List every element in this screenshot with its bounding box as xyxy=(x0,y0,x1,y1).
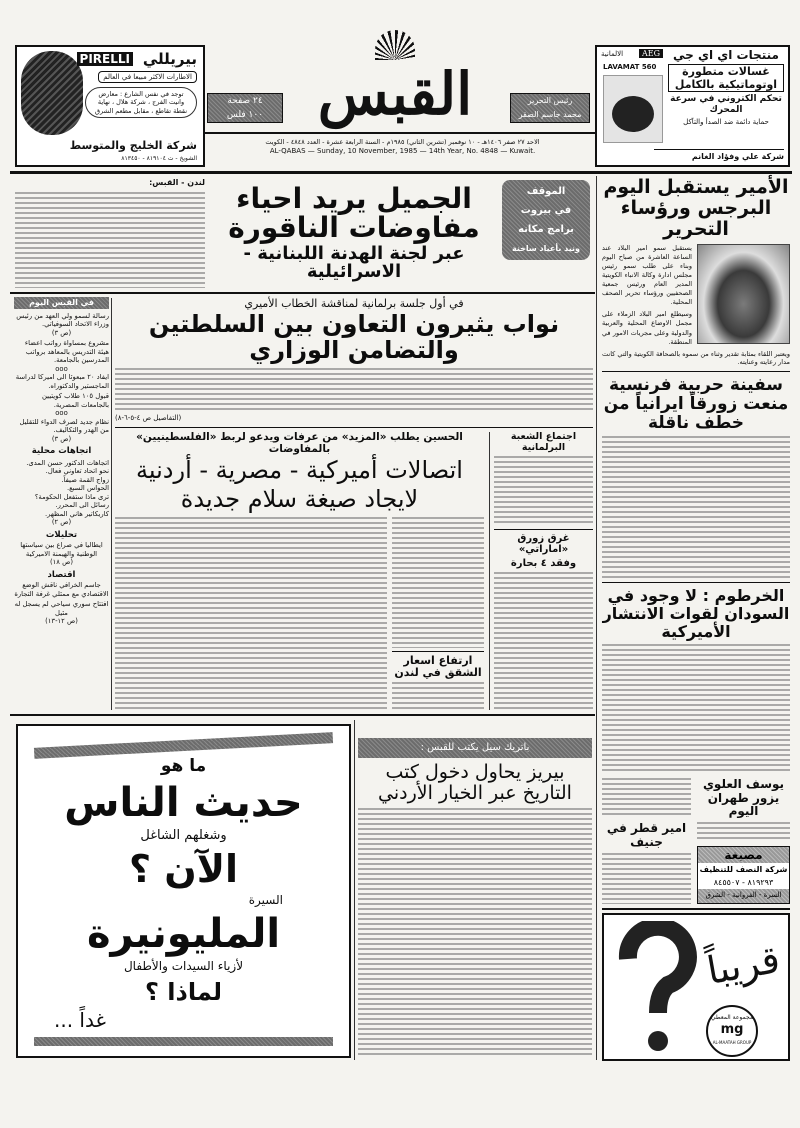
pages-count: ٢٤ صفحة xyxy=(227,96,263,106)
beirut-position-box xyxy=(502,180,590,260)
index-item[interactable]: رسالة لسمو ولي العهد من رئيس وزراء الاتحاد السوفياتي. xyxy=(16,312,109,329)
laundry-company: شركة النصف للتنظيف xyxy=(699,865,788,874)
parliament-continuation: (التفاصيل ص ٤-٥-٦-٨) xyxy=(115,413,182,422)
qatar-col xyxy=(602,778,691,904)
coming-soon-ad xyxy=(602,913,790,1061)
middle-section xyxy=(115,298,593,710)
seale-banner: باتريك سيل يكتب للقبس : xyxy=(358,738,592,758)
ad-line: المليونيرة xyxy=(86,910,281,957)
washing-machine-image xyxy=(603,75,663,143)
laundry-phones: ٨١٩٢٩٣ - ٨٤٥٥٠٧ xyxy=(698,876,789,889)
hussein-headline-2: لايجاد صيغة سلام جديدة xyxy=(180,484,419,513)
masthead-logo xyxy=(300,30,490,130)
pirelli-company: شركة الخليج والمتوسط xyxy=(69,139,197,152)
laundry-ad xyxy=(697,846,790,904)
box-line: ونيد بأعياد ساخنة xyxy=(511,244,581,253)
amir-para: وسيطلع امير البلاد الزملاء على مجمل الاوضاع المحلية والعربية والدولية وعلى مجريات الامور في المنطقة. xyxy=(602,310,692,346)
index-item[interactable]: كاريكاتير هاني المظهر. xyxy=(44,509,109,518)
london-prices-body-text xyxy=(392,682,484,710)
alawi-body-text xyxy=(697,822,790,842)
washer-door-icon xyxy=(612,96,654,132)
ad-line: السيرة xyxy=(248,893,283,908)
pages-price-box xyxy=(207,93,283,123)
aeg-headline: منتجات اي اي جي xyxy=(673,48,779,62)
box-line: الموقف xyxy=(526,186,566,197)
dateline-english: AL-QABAS — Sunday, 10 November, 1985 — 14th Year, No. 4848 — Kuwait. xyxy=(269,147,536,155)
amir-headline: الأمير يستقبل اليوم البرجس ورؤساء التحرير xyxy=(603,176,789,240)
rule xyxy=(115,427,593,428)
editor-box xyxy=(510,93,590,123)
amir-lead: يستقبل سمو امير البلاد عند الساعة العاشرة من صباح اليوم وبناء على طلب سمو رئيس مجلس ادارة وكالة الانباء الكويتية المدير العام ورئيس جمعية الصحفيين ورؤساء تحرير الصحف المحلية. xyxy=(602,243,692,307)
ad-line: وشغلهم الشاغل xyxy=(140,828,227,844)
pirelli-brand-en: PIRELLI xyxy=(77,52,133,66)
hussein-body-text xyxy=(115,517,387,710)
gemayel-body-text xyxy=(15,192,205,288)
box-line: في بيروت xyxy=(520,205,572,216)
index-item[interactable]: جاسم الخرافي ناقش الوضع الاقتصادي مع ممثلي غرفة التجارة xyxy=(14,581,109,598)
khartoum-body-text-cont xyxy=(602,778,691,818)
alawi-headline: يوسف العلوي يزور طهران اليوم xyxy=(702,777,785,818)
amir-body xyxy=(602,244,692,347)
ad-line: حديث الناس xyxy=(64,779,303,826)
amir-para: ويعتبر اللقاء بمثابة تقدير وثناء من سموه بالصحافة الكويتية والتي كانت مدار رعايته وعنايته. xyxy=(602,349,790,367)
sun-rays-icon xyxy=(375,30,415,60)
parliament-division-body-text xyxy=(494,456,593,526)
alawi-laundry-col xyxy=(697,778,790,904)
index-section-title: تحليلات xyxy=(45,529,78,540)
millionaire-ad xyxy=(16,724,351,1058)
pirelli-brand-ar: بيريللي xyxy=(142,50,197,68)
index-page-ref: (ص ٣) xyxy=(51,434,72,443)
rule xyxy=(10,714,595,716)
rule xyxy=(602,371,790,372)
price: ١٠٠ فلس xyxy=(226,110,264,120)
amir-story xyxy=(602,244,790,347)
separator: ooo xyxy=(55,364,68,373)
index-page-ref: (ص ١٨) xyxy=(50,558,73,567)
logo-text: القبس xyxy=(317,60,473,128)
seale-headline: بيريز يحاول دخول كتب التاريخ عبر الخيار الأردني xyxy=(378,761,572,804)
dateline xyxy=(210,138,595,156)
aeg-brand: AEG xyxy=(639,49,663,58)
london-prices-headline: ارتفاع اسعار الشقق في لندن xyxy=(392,651,484,679)
soon-text: قريباً xyxy=(703,937,784,993)
column-divider xyxy=(596,176,597,1060)
index-item[interactable]: قبول ١٠٥ طلاب كويتيين بالجامعات المصرية. xyxy=(41,392,109,409)
ad-stripe xyxy=(34,732,333,759)
ad-line: ما هو xyxy=(160,756,207,777)
aeg-dealer: شركة علي وفؤاد الغانم xyxy=(654,149,784,162)
index-item[interactable]: زواج القمة صيفاً. xyxy=(61,475,109,484)
index-item[interactable]: مشروع بمساواة رواتب اعضاء هيئة التدريس بالمعاهد برواتب المدرسين بالجامعة. xyxy=(24,339,109,365)
rule xyxy=(602,582,790,583)
parliament-headline: نواب يثيرون التعاون بين السلطتين والتضامن الوزاري xyxy=(148,310,560,365)
right-column xyxy=(602,177,790,1061)
ad-stripe xyxy=(34,1037,333,1046)
gemayel-subheadline: عبر لجنة الهدنة اللبنانية - الاسرائيلية xyxy=(243,242,465,283)
index-page-ref: (ص ٣) xyxy=(51,328,72,337)
gemayel-headline: الجميل يريد احياء مفاوضات الناقورة xyxy=(228,181,480,245)
question-mark-icon xyxy=(618,921,698,1057)
parliament-division-headline: اجتماع الشعبة البرلمانية xyxy=(510,431,577,453)
index-item[interactable]: ترى ماذا ستفعل الحكومة؟ xyxy=(34,492,109,501)
index-page-ref: (ص ٢) xyxy=(51,518,72,527)
boat-headline: غرق زورق «اماراتي» xyxy=(494,529,593,555)
french-ship-body-text xyxy=(602,436,790,578)
index-item[interactable]: الحواس السبع. xyxy=(66,484,109,493)
tire-illustration xyxy=(21,51,83,135)
editor-name: محمد جاسم الصقر xyxy=(518,110,582,119)
separator: ooo xyxy=(55,409,68,418)
group-name-ar: مجموعة المعطي xyxy=(710,1014,754,1021)
column-divider xyxy=(354,720,355,1060)
index-section-title: اتجاهات محلية xyxy=(31,446,92,457)
index-item[interactable]: اتجاهات الدكتور حسن المدى. xyxy=(26,458,109,467)
rule xyxy=(602,908,790,910)
seale-story xyxy=(358,738,592,1058)
index-item[interactable]: نحو اتحاد تعاوني فعال. xyxy=(45,467,109,476)
ad-line: الآن ؟ xyxy=(128,846,239,891)
gemayel-dateline: لندن - القبس: xyxy=(149,178,205,187)
index-page-ref: (ص ١٢-١٣) xyxy=(45,617,78,626)
amir-photo xyxy=(697,244,790,344)
aeg-copy xyxy=(668,48,784,144)
aeg-origin: الالمانية xyxy=(601,50,624,58)
dateline-arabic: الاحد ٢٧ صفر ١٤٠٦هـ - ١٠ نوفمبر (تشرين الثاني) ١٩٨٥م - السنة الرابعة عشرة - العدد ٤٨٤٨ - الكويت xyxy=(265,138,540,146)
index-item[interactable]: رسائل الى المحرر. xyxy=(55,501,109,510)
laundry-location: السرة - الفروانية - الشرق xyxy=(705,891,782,899)
parliament-kicker: في أول جلسة برلمانية لمناقشة الخطاب الأميري xyxy=(244,297,464,310)
pirelli-slogan: الاطارات الاكثر مبيعا في العالم xyxy=(98,71,197,83)
boat-subheadline: وفقد ٤ بحارة xyxy=(510,558,577,570)
hussein-columns xyxy=(115,517,484,710)
french-ship-headline: سفينة حربية فرنسية منعت زورقاً ايرانياً من خطف ناقلة xyxy=(603,375,789,433)
index-sidebar xyxy=(14,297,109,626)
hussein-row xyxy=(115,432,593,710)
group-logo xyxy=(706,1005,758,1057)
right-bottom-row xyxy=(602,778,790,904)
top-rule xyxy=(10,171,792,174)
index-title: في القبس اليوم xyxy=(14,297,109,309)
hussein-body-text-cont xyxy=(392,517,484,648)
aeg-feature: تحكم الكتروني في سرعة المحرك xyxy=(670,94,782,115)
ad-line: لماذا ؟ xyxy=(145,977,222,1006)
hussein-story xyxy=(115,432,484,710)
index-item[interactable]: ايطاليا في صراع بين سياستها الوطنية والهيمنة الاميركية xyxy=(20,541,103,558)
seale-body-text xyxy=(358,808,592,1058)
aeg-tagline: غسالات متطورة اوتوماتيكية بالكامل xyxy=(668,64,784,92)
london-prices-col xyxy=(392,517,484,710)
index-section-title: اقتصاد xyxy=(47,569,76,580)
editor-title: رئيس التحرير xyxy=(527,96,573,105)
column-divider xyxy=(111,298,112,710)
masthead-rule xyxy=(205,132,595,134)
group-name-en: AL-MAATAH GROUP xyxy=(712,1040,752,1045)
index-item[interactable]: ايفاد ٢٠ مبعوثا الى اميركا لدراسة الماجستير والدكتوراه. xyxy=(15,373,109,390)
aeg-model: LAVAMAT 560 xyxy=(603,63,657,71)
side-briefs xyxy=(489,432,593,710)
ad-line: غداً ... xyxy=(54,1008,106,1033)
pirelli-contact: الشويخ - ت ٨١٩١٠٤ - ٨١٣٤٥٠ xyxy=(121,155,197,162)
index-item[interactable]: نظام جديد لصرف الدواء للتقليل من الهدر والتكاليف. xyxy=(19,417,109,435)
pirelli-ad xyxy=(15,45,205,167)
qatar-body-text xyxy=(602,853,691,904)
parliament-body-text xyxy=(115,368,593,412)
boat-body-text xyxy=(494,572,593,710)
aeg-ad xyxy=(595,45,790,167)
index-item[interactable]: افتتاح سوري سياحي لم يسجل له مثيل xyxy=(14,600,109,617)
box-line: برامج مكانه xyxy=(518,224,574,235)
laundry-title: مصبغة xyxy=(724,848,763,862)
aeg-subfeature: حماية دائمة ضد الصدأ والتآكل xyxy=(683,118,769,126)
gemayel-headlines xyxy=(210,176,498,290)
rule xyxy=(10,292,595,294)
khartoum-body-text xyxy=(602,644,790,773)
khartoum-headline: الخرطوم : لا وجود في السودان لقوات الانتشار الأميركية xyxy=(602,586,790,641)
group-logo-mark: mg xyxy=(720,1022,744,1037)
qatar-headline: امير قطر في جنيف xyxy=(606,821,687,849)
hussein-headline-1: اتصالات أميركية - مصرية - أردنية xyxy=(136,456,463,485)
gemayel-body xyxy=(15,178,205,288)
ad-line: لأزياء السيدات والأطفال xyxy=(123,959,244,974)
hussein-kicker: الحسين يطلب «المزيد» من عرفات ويدعو لربط «الفلسطينيين» بالمفاوضات xyxy=(136,431,463,455)
pirelli-availability: توجد في نفس الشارع : معارض وانيت الفرج ، شركة هلال ، نهاية نقطة تقاطع ، مقابل مطعم الشرق xyxy=(85,87,197,118)
